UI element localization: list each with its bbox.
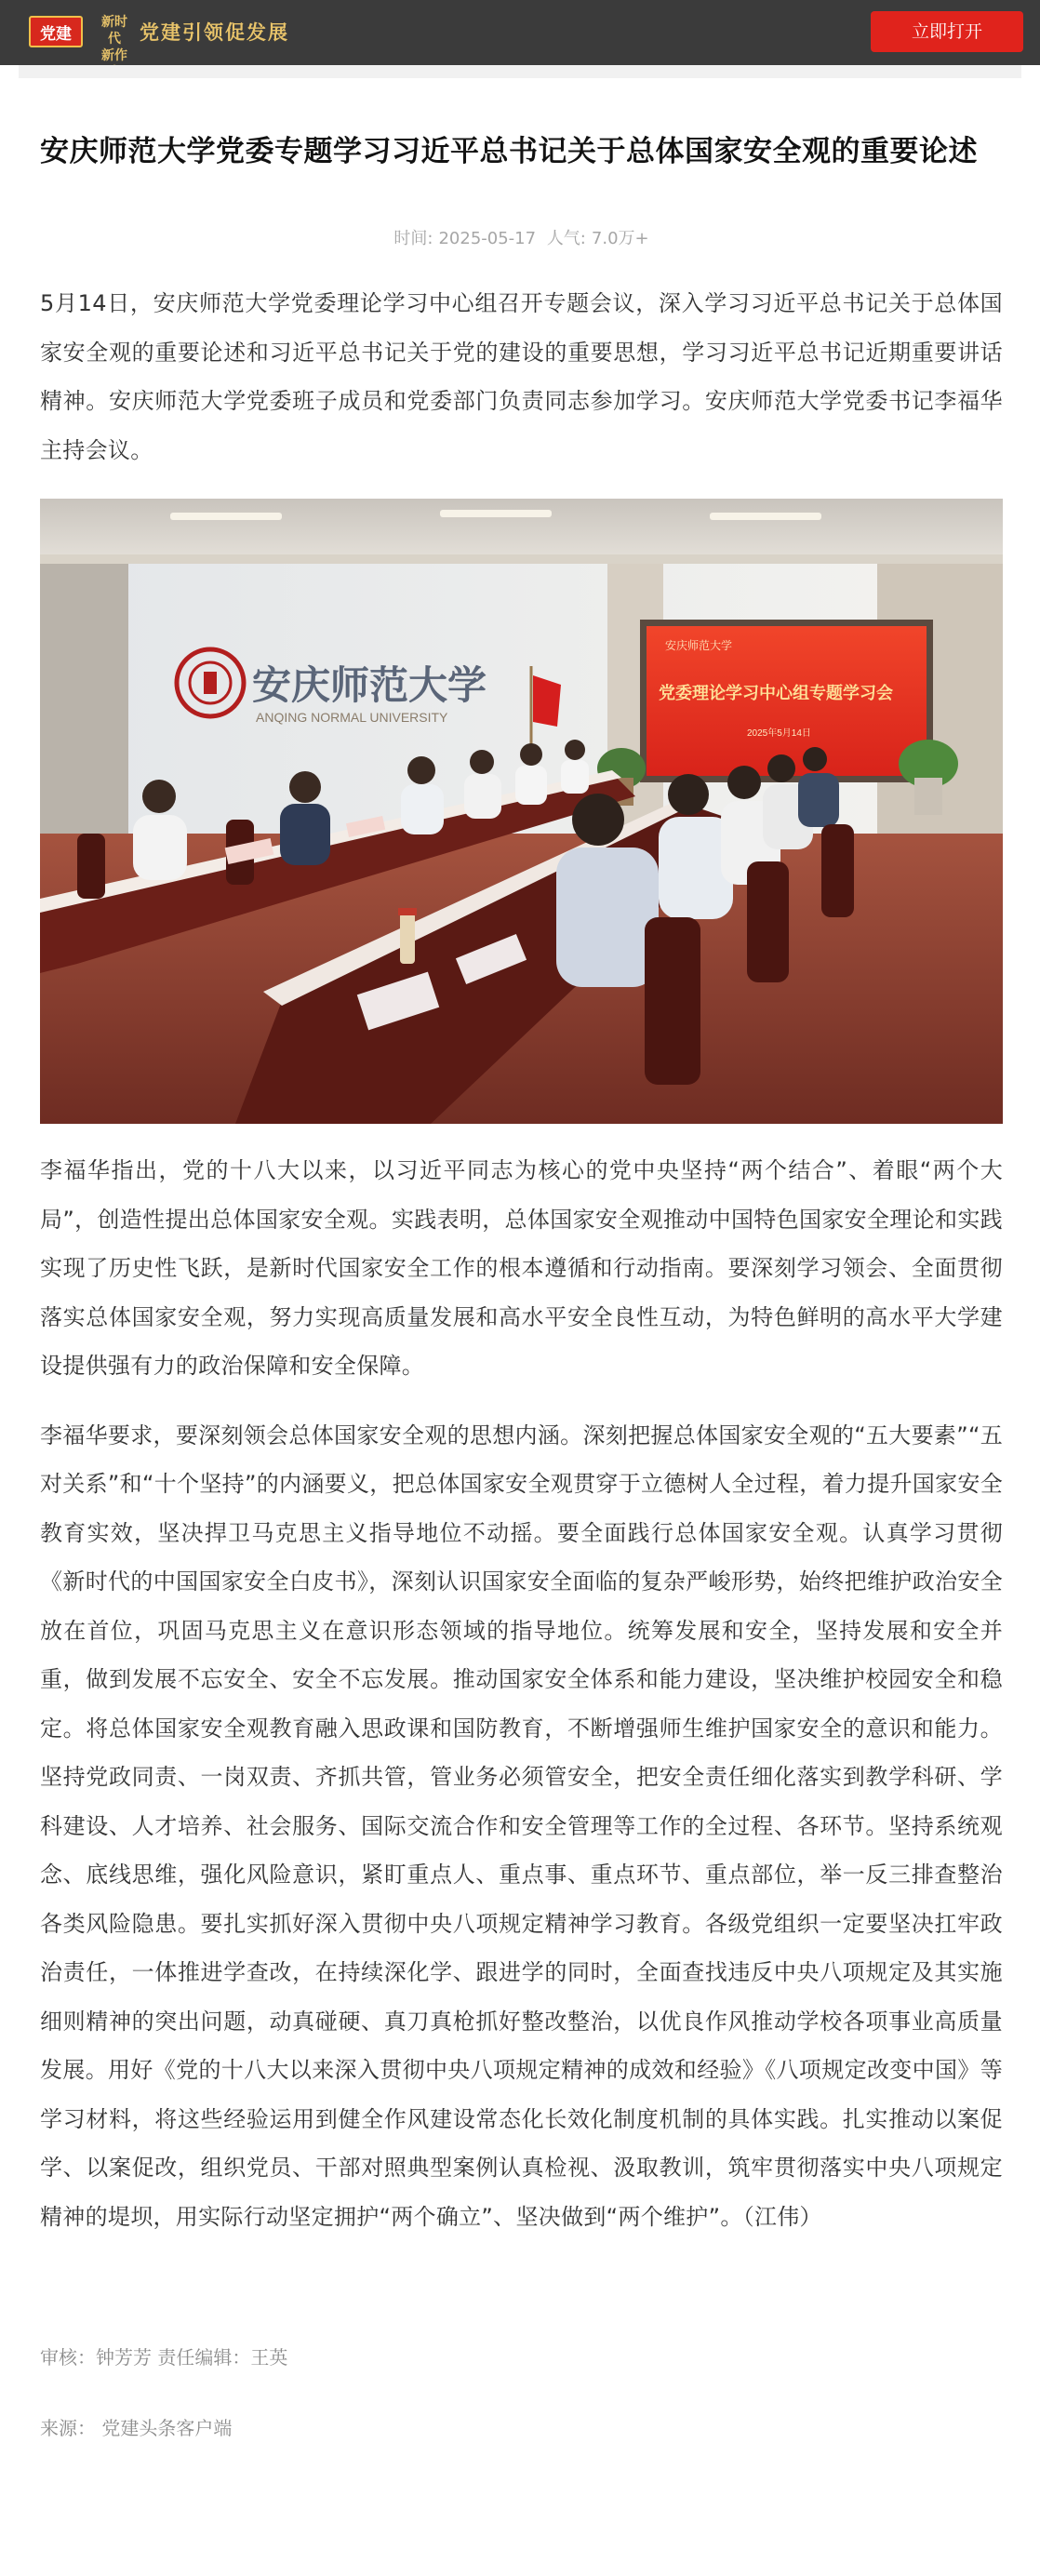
badge-line-1: 新时代 (101, 15, 127, 47)
screen-date: 2025年5月14日 (747, 728, 811, 739)
screen-title: 党委理论学习中心组专题学习会 (659, 684, 893, 703)
view-count: 7.0万+ (591, 229, 649, 248)
badge-line-2: 新作 (101, 48, 127, 63)
new-era-badge-icon (97, 14, 132, 63)
header-divider (19, 65, 1021, 78)
logo-text: 党建 (40, 24, 72, 44)
article-meta (40, 225, 1003, 253)
source-label: 来源： (40, 2417, 96, 2439)
water-bottle-icon (400, 913, 415, 964)
screen-header: 安庆师范大学 (665, 639, 733, 652)
article-title: 安庆师范大学党委专题学习习近平总书记关于总体国家安全观的重要论述 (40, 135, 978, 168)
dangjian-logo[interactable] (29, 16, 83, 47)
meeting-photo[interactable] (40, 499, 1003, 1124)
source-line (40, 2414, 1003, 2442)
wall-sign: 安庆师范大学 (252, 662, 487, 708)
paragraph-2: 李福华指出，党的十八大以来，以习近平同志为核心的党中央坚持“两个结合”、着眼“两个大局”，创造性提出总体国家安全观。实践表明，总体国家安全观推动中国特色国家安全理论和实践实现了历史性飞跃，是新时代国家安全工作的根本遵循和行动指南。要深刻学习领会、全面贯彻落实总体国家安全观，努力实现高质量发展和高水平安全良性互动，为特色鲜明的高水平大学建设提供强有力的政治保障和安全保障。 (40, 1157, 1003, 1379)
review-editor-line: 审核：钟芳芳 责任编辑：王英 (40, 2346, 288, 2369)
time-label: 时间: (393, 229, 433, 248)
top-bar (0, 0, 1040, 65)
source-link[interactable]: 党建头条客户端 (101, 2417, 233, 2439)
paragraph-1: 5月14日，安庆师范大学党委理论学习中心组召开专题会议，深入学习习近平总书记关于总体国家安全观的重要论述和习近平总书记关于党的建设的重要思想，学习习近平总书记近期重要讲话精神。安庆师范大学党委班子成员和党委部门负责同志参加学习。安庆师范大学党委书记李福华主持会议。 (40, 290, 1003, 463)
open-app-button[interactable]: 立即打开 (871, 11, 1023, 52)
publish-date: 2025-05-17 (438, 229, 537, 248)
wall-sign-en: ANQING NORMAL UNIVERSITY (256, 710, 448, 725)
views-label: 人气: (546, 229, 586, 248)
article (40, 78, 1003, 2442)
brand-slogan: 党建引领促发展 (140, 20, 289, 44)
paragraph-3: 李福华要求，要深刻领会总体国家安全观的思想内涵。深刻把握总体国家安全观的“五大要素”“五对关系”和“十个坚持”的内涵要义，把总体国家安全观贯穿于立德树人全过程，着力提升国家安全教育实效，坚决捍卫马克思主义指导地位不动摇。要全面践行总体国家安全观。认真学习贯彻《新时代的中国国家安全白皮书》，深刻认识国家安全面临的复杂严峻形势，始终把维护政治安全放在首位，巩固马克思主义在意识形态领域的指导地位。统筹发展和安全，坚持发展和安全并重，做到发展不忘安全、安全不忘发展。推动国家安全体系和能力建设，坚决维护校园安全和稳定。将总体国家安全观教育融入思政课和国防教育，不断增强师生维护国家安全的意识和能力。坚持党政同责、一岗双责、齐抓共管，管业务必须管安全，把安全责任细化落实到教学科研、学科建设、人才培养、社会服务、国际交流合作和安全管理等工作的全过程、各环节。坚持系统观念、底线思维，强化风险意识，紧盯重点人、重点事、重点环节、重点部位，举一反三排查整治各类风险隐患。要扎实抓好深入贯彻中央八项规定精神学习教育。各级党组织一定要坚决扛牢政治责任，一体推进学查改，在持续深化学、跟进学的同时，全面查找违反中央八项规定及其实施细则精神的突出问题，动真碰硬、真刀真枪抓好整改整治，以优良作风推动学校各项事业高质量发展。用好《党的十八大以来深入贯彻中央八项规定精神的成效和经验》《八项规定改变中国》等学习材料，将这些经验运用到健全作风建设常态化长效化制度机制的具体实践。扎实推动以案促学、以案促改，组织党员、干部对照典型案例认真检视、汲取教训，筑牢贯彻落实中央八项规定精神的堤坝，用实际行动坚定拥护“两个确立”、坚决做到“两个维护”。（江伟） (40, 1421, 1003, 2230)
